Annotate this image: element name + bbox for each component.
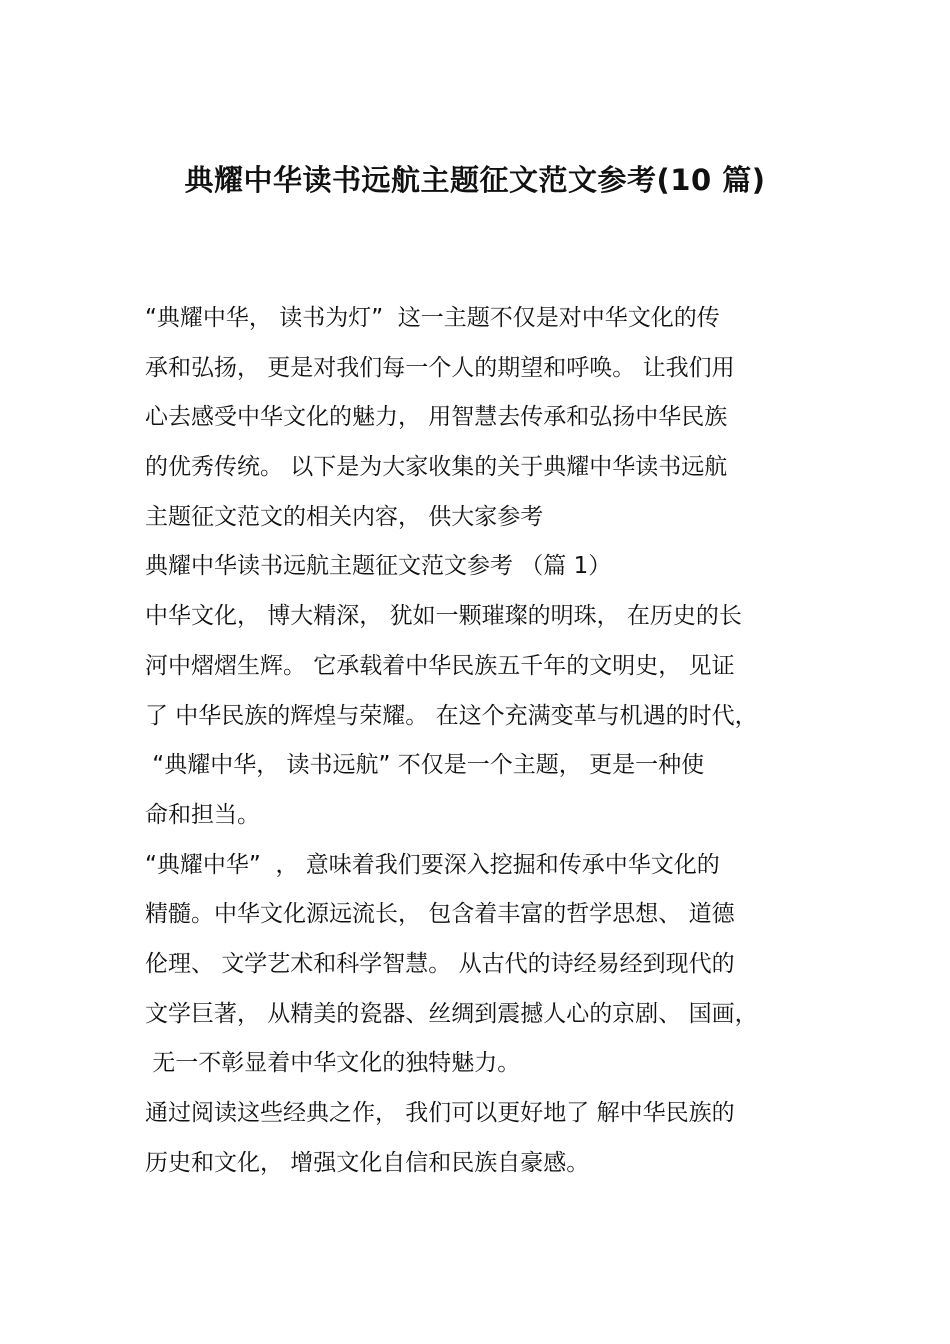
section-heading: 典耀中华读书远航主题征文范文参考 （篇 1） <box>145 553 612 580</box>
document-title: 典耀中华读书远航主题征文范文参考(10 篇) <box>184 163 766 197</box>
text-line: “典耀中华， 读书远航” 不仅是一个主题， 更是一种使 <box>145 752 705 779</box>
text-line: “典耀中华” ， 意味着我们要深入挖掘和传承中华文化的 <box>145 851 720 878</box>
text-line: 主题征文范文的相关内容， 供大家参考 <box>145 503 544 530</box>
text-line: 中华文化， 博大精深， 犹如一颗璀璨的明珠， 在历史的长 <box>145 603 742 630</box>
text-line: 命和担当。 <box>145 801 260 828</box>
text-line: 承和弘扬， 更是对我们每一个人的期望和呼唤。 让我们用 <box>145 354 735 381</box>
text-line: 河中熠熠生辉。 它承载着中华民族五千年的文明史， 见证 <box>145 652 735 679</box>
text-line: 心去感受中华文化的魅力， 用智慧去传承和弘扬中华民族 <box>145 404 728 431</box>
text-line: 的优秀传统。 以下是为大家收集的关于典耀中华读书远航 <box>145 454 728 481</box>
text-line: 历史和文化， 增强文化自信和民族自豪感。 <box>145 1149 590 1176</box>
document-body <box>145 294 845 1188</box>
text-line: 通过阅读这些经典之作， 我们可以更好地了 解中华民族的 <box>145 1100 735 1126</box>
text-line: 了 中华民族的辉煌与荣耀。 在这个充满变革与机遇的时代， <box>145 702 758 729</box>
text-line: “典耀中华， 读书为灯” 这一主题不仅是对中华文化的传 <box>145 305 720 331</box>
text-line: 伦理、 文学艺术和科学智慧。 从古代的诗经易经到现代的 <box>145 950 735 977</box>
text-line: 文学巨著， 从精美的瓷器、丝绸到震撼人心的京剧、 国画， <box>145 1000 758 1027</box>
text-line: 精髓。中华文化源远流长， 包含着丰富的哲学思想、 道德 <box>145 901 735 928</box>
text-line: 无一不彰显着中华文化的独特魅力。 <box>145 1050 521 1077</box>
